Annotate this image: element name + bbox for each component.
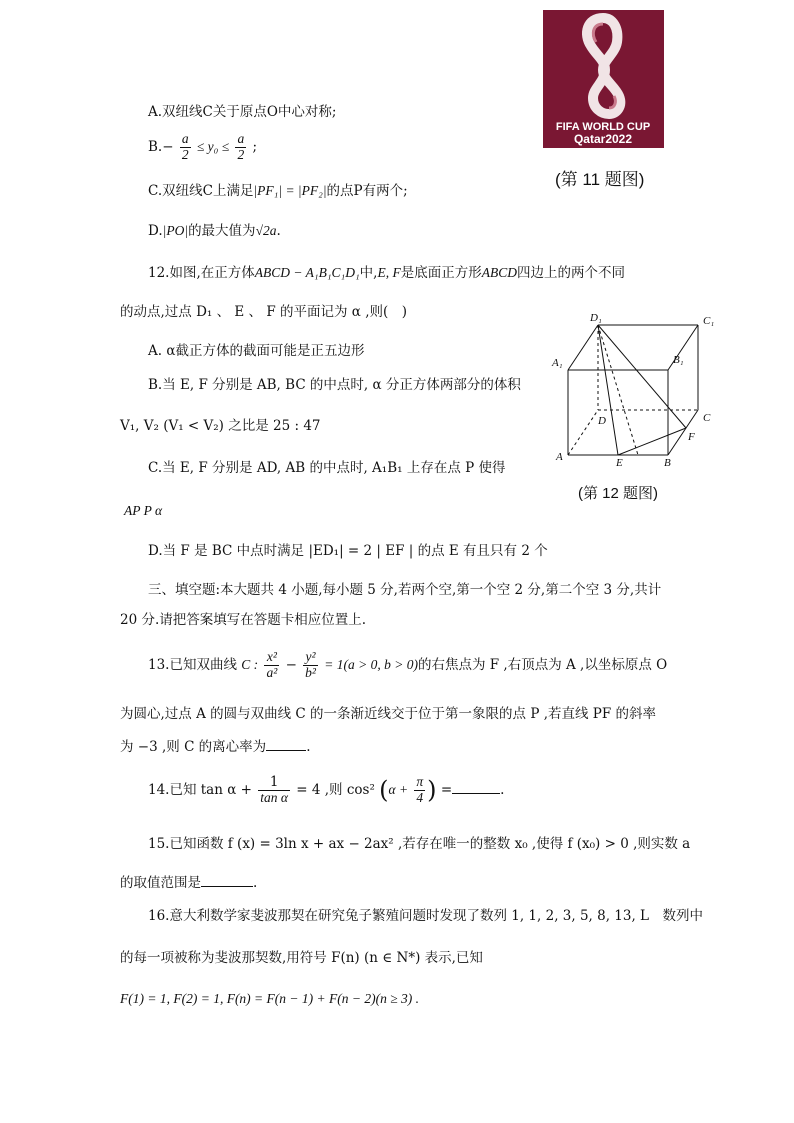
q15-answer-blank bbox=[201, 874, 253, 887]
q14-paren-open: ( bbox=[379, 776, 389, 804]
frac-denominator: a² bbox=[266, 664, 278, 680]
q14-line bbox=[148, 775, 504, 806]
figure-12-caption: (第 12 题图) bbox=[578, 485, 659, 502]
q13-frac-y bbox=[303, 650, 318, 681]
q12-stem-line1 bbox=[148, 264, 625, 283]
q12-l1d: E, F bbox=[377, 265, 401, 280]
q15-line2-text: 的取值范围是 bbox=[120, 875, 201, 891]
label-A1: A₁ bbox=[552, 357, 563, 369]
q14-pi-frac bbox=[414, 775, 425, 806]
label-F: F bbox=[688, 431, 695, 443]
q16-line1: 16.意大利数学家斐波那契在研究兔子繁殖问题时发现了数列 1, 1, 2, 3, 5, 8, 13, L 数列中 bbox=[148, 908, 704, 924]
logo-line1: FIFA WORLD CUP bbox=[555, 121, 651, 133]
q13-end: . bbox=[306, 739, 311, 755]
q11-c-expr: |PF₁| = |PF₂| bbox=[253, 183, 327, 198]
cube-figure bbox=[548, 310, 728, 470]
q11-d-prefix: D. bbox=[148, 223, 163, 239]
q11-c-suffix: 的点P有两个; bbox=[326, 183, 408, 199]
section3-heading-line2: 20 分.请把答案填写在答题卡相应位置上. bbox=[120, 612, 367, 628]
section3-heading-line1: 三、填空题:本大题共 4 小题,每小题 5 分,若两个空,第一个空 2 分,第二个空 3 分,共计 bbox=[148, 582, 662, 598]
cube-diagram bbox=[548, 310, 728, 470]
q11-d-mid: 的最大值为 bbox=[188, 223, 256, 239]
q13-frac-x bbox=[264, 650, 279, 681]
q16-line3: F(1) = 1, F(2) = 1, F(n) = F(n − 1) + F(n − 2)(n ≥ 3) . bbox=[120, 991, 419, 1006]
q12-l1c: 中, bbox=[359, 265, 378, 281]
q11-b-mid: ≤ y₀ ≤ bbox=[196, 138, 230, 154]
frac-denominator: b² bbox=[305, 664, 316, 680]
q11-option-a: A.双纽线C关于原点O中心对称; bbox=[148, 104, 337, 120]
frac-denominator: 2 bbox=[181, 146, 189, 162]
q12-l1f: ABCD bbox=[481, 265, 517, 280]
q12-stem-line2: 的动点,过点 D₁ 、 E 、 F 的平面记为 α ,则( ) bbox=[120, 304, 408, 320]
q11-option-c bbox=[148, 182, 408, 201]
logo-line2: Qatar2022 bbox=[573, 132, 633, 146]
label-A: A bbox=[556, 451, 563, 463]
q14-frac bbox=[258, 775, 290, 806]
frac-numerator: x² bbox=[264, 650, 279, 666]
q15-line2 bbox=[120, 874, 257, 893]
q11-b-fraction-right bbox=[235, 132, 246, 163]
frac-denominator: 2 bbox=[237, 146, 245, 162]
q13-line3-text: 为 −3 ,则 C 的离心率为 bbox=[120, 739, 267, 755]
label-B: B bbox=[664, 457, 671, 469]
q13-line2: 为圆心,过点 A 的圆与双曲线 C 的一条渐近线交于位于第一象限的点 P ,若直线 PF 的斜率 bbox=[120, 706, 657, 722]
label-C1: C₁ bbox=[703, 315, 715, 327]
q13-eq: = 1(a > 0, b > 0) bbox=[324, 656, 418, 672]
q12-option-b-line2: V₁, V₂ (V₁ < V₂) 之比是 25 : 47 bbox=[120, 418, 321, 434]
q11-option-b bbox=[148, 132, 257, 163]
q11-d-value: √2a bbox=[255, 223, 277, 238]
q12-option-a: A. α截正方体的截面可能是正五边形 bbox=[148, 343, 365, 359]
q13-line1 bbox=[148, 650, 667, 681]
q12-option-c-line1: C.当 E, F 分别是 AD, AB 的中点时, A₁B₁ 上存在点 P 使得 bbox=[148, 460, 506, 476]
q14-eq: = bbox=[440, 782, 453, 799]
frac-numerator: π bbox=[416, 774, 424, 790]
q12-l1e: 是底面正方形 bbox=[400, 265, 482, 281]
q14-mid: = 4 ,则 cos² bbox=[296, 782, 380, 799]
q14-paren-close: ) bbox=[427, 776, 437, 804]
frac-denominator: 4 bbox=[416, 790, 424, 806]
label-D1: D₁ bbox=[590, 312, 602, 324]
q15-line1: 15.已知函数 f (x) = 3ln x + ax − 2ax² ,若存在唯一的整数 x₀ ,使得 f (x₀) > 0 ,则实数 a bbox=[148, 836, 691, 852]
q13-suffix: 的右焦点为 F ,右顶点为 A ,以坐标原点 O bbox=[417, 656, 668, 673]
q14-inner: α + bbox=[388, 782, 409, 798]
frac-numerator: a bbox=[181, 131, 189, 146]
q12-option-b-line1: B.当 E, F 分别是 AB, BC 的中点时, α 分正方体两部分的体积 bbox=[148, 377, 521, 393]
frac-denominator: tan α bbox=[260, 790, 288, 806]
q14-prefix: 14.已知 tan α + bbox=[148, 782, 252, 799]
q11-b-prefix: B.− bbox=[148, 138, 174, 155]
q11-d-end: . bbox=[276, 223, 281, 239]
q15-end: . bbox=[253, 875, 258, 891]
q11-option-d bbox=[148, 222, 281, 241]
q16-line2: 的每一项被称为斐波那契数,用符号 F(n) (n ∈ N*) 表示,已知 bbox=[120, 950, 483, 966]
q13-c-label: C : bbox=[241, 656, 259, 672]
label-E: E bbox=[616, 457, 623, 469]
label-D: D bbox=[598, 415, 606, 427]
fifa-world-cup-logo bbox=[543, 10, 664, 148]
q11-b-suffix: ; bbox=[252, 138, 258, 155]
q14-end: . bbox=[500, 782, 505, 799]
q12-l1g: 四边上的两个不同 bbox=[516, 265, 625, 281]
q12-option-d: D.当 F 是 BC 中点时满足 |ED₁| = 2 | EF | 的点 E 有且只有 2 个 bbox=[148, 543, 548, 559]
q13-line3 bbox=[120, 738, 310, 757]
q12-cube-name: ABCD − A₁B₁C₁D₁ bbox=[254, 265, 360, 280]
q11-d-expr: |PO| bbox=[162, 223, 189, 238]
q12-option-c-line2: AP P α bbox=[124, 503, 163, 518]
label-C: C bbox=[703, 412, 711, 424]
q13-answer-blank bbox=[266, 738, 306, 751]
q11-c-prefix: C.双纽线C上满足 bbox=[148, 183, 254, 199]
frac-numerator: y² bbox=[303, 650, 318, 666]
figure-11-caption: (第 11 题图) bbox=[555, 170, 645, 189]
label-B1: B₁ bbox=[673, 354, 684, 366]
q11-b-fraction-left bbox=[180, 132, 191, 163]
q14-answer-blank bbox=[452, 781, 500, 794]
q13-minus: − bbox=[285, 656, 297, 673]
q12-l1a: 12.如图,在正方体 bbox=[148, 265, 255, 281]
frac-numerator: a bbox=[237, 131, 245, 146]
q13-prefix: 13.已知双曲线 bbox=[148, 656, 237, 673]
world-cup-emblem-icon bbox=[543, 10, 664, 148]
frac-numerator: 1 bbox=[258, 775, 290, 791]
